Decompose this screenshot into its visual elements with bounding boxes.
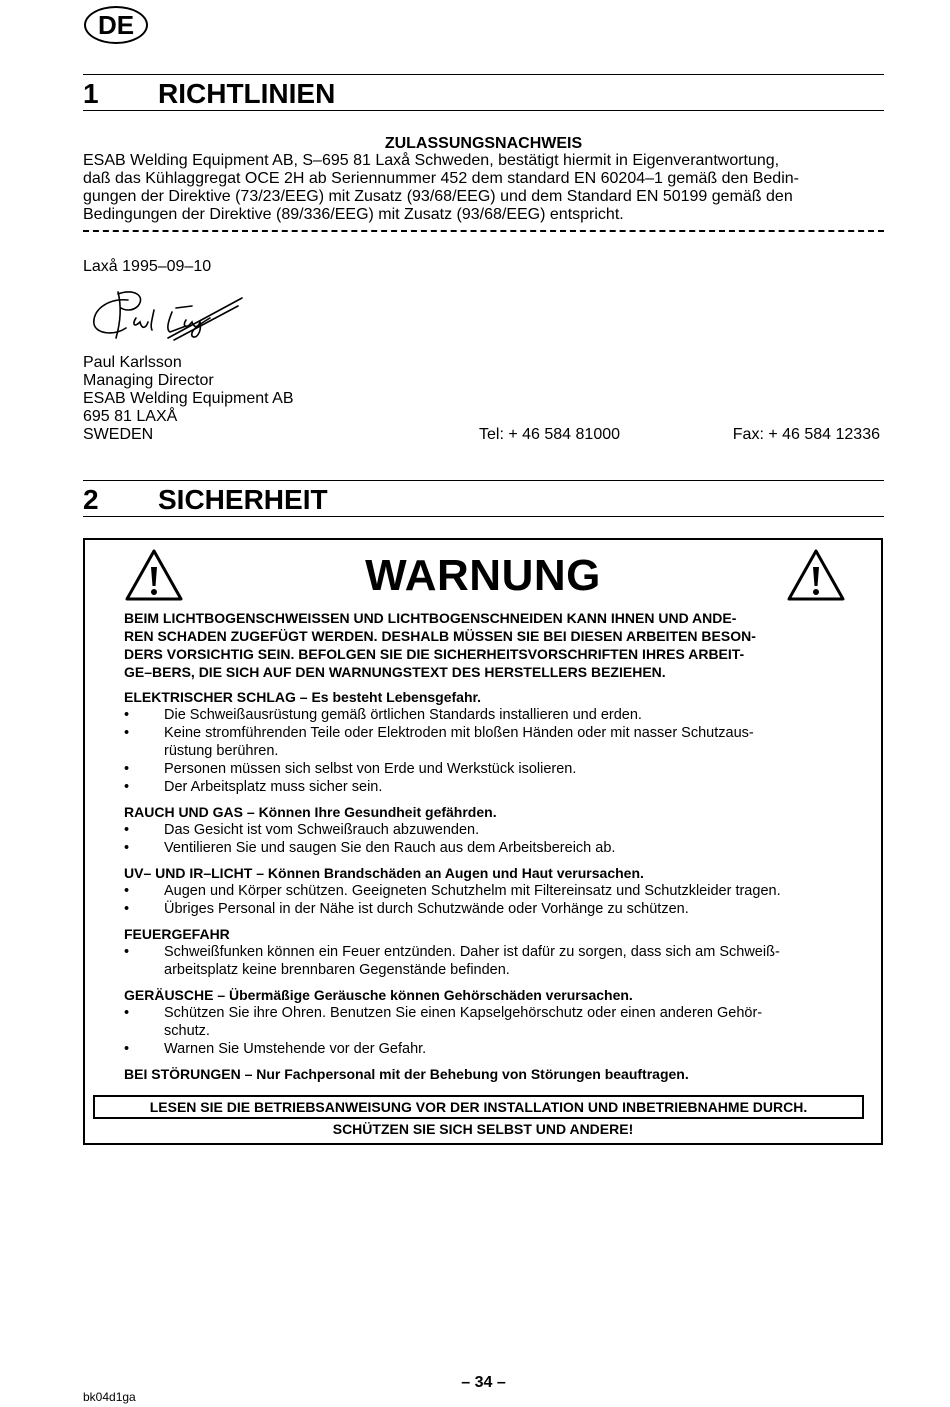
section1-top-rule [83, 74, 884, 75]
bullet-item [124, 882, 854, 900]
language-badge: DE [84, 6, 148, 44]
hazard-heading: UV– UND IR–LICHT – Können Brandschäden an Augen und Haut verursachen. [124, 865, 644, 881]
bullet-text: Der Arbeitsplatz muss sicher sein. [164, 779, 383, 795]
approval-text [83, 152, 884, 224]
bullet-text: Personen müssen sich selbst von Erde und Werkstück isolieren. [164, 761, 577, 777]
section2-title: SICHERHEIT [158, 484, 328, 515]
faults-notice: BEI STÖRUNGEN – Nur Fachpersonal mit der Behebung von Störungen beauftragen. [124, 1066, 689, 1082]
bullet-icon: • [124, 761, 130, 777]
signer-name: Paul Karlsson [83, 354, 182, 371]
bullet-icon: • [124, 1041, 130, 1057]
hazard-heading: GERÄUSCHE – Übermäßige Geräusche können Gehörschäden verursachen. [124, 987, 633, 1003]
bullet-text: Das Gesicht ist vom Schweißrauch abzuwenden. [164, 822, 480, 838]
bullet-icon: • [124, 779, 130, 795]
warning-intro-line: GE–BERS, DIE SICH AUF DEN WARNUNGSTEXT DES HERSTELLERS BEZIEHEN. [124, 664, 666, 680]
approval-line: ESAB Welding Equipment AB, S–695 81 Laxå Schweden, bestätigt hiermit in Eigenverantwortung, [83, 152, 780, 169]
section1-number: 1 [83, 78, 99, 109]
hazard-group-noise [124, 986, 854, 1058]
dashed-divider [83, 230, 884, 232]
signer-block [83, 354, 294, 444]
warning-intro [124, 609, 854, 681]
bullet-item [124, 760, 854, 778]
read-manual-notice: LESEN SIE DIE BETRIEBSANWEISUNG VOR DER INSTALLATION UND INBETRIEBNAHME DURCH. [93, 1095, 864, 1119]
hazard-group-electric [124, 688, 854, 796]
bullet-item [124, 706, 854, 724]
hazard-group-fire [124, 925, 854, 979]
section1-title: RICHTLINIEN [158, 78, 336, 109]
bullet-text: arbeitsplatz keine brennbaren Gegenstände befinden. [164, 962, 510, 978]
bullet-text: Die Schweißausrüstung gemäß örtlichen Standards installieren und erden. [164, 707, 642, 723]
signer-country: SWEDEN [83, 426, 154, 443]
bullet-item [124, 943, 854, 979]
page-number: – 34 – [461, 1374, 506, 1391]
bullet-item [124, 821, 854, 839]
signer-company: ESAB Welding Equipment AB [83, 390, 294, 407]
signature-image [88, 288, 248, 346]
section2-number: 2 [83, 484, 99, 515]
bullet-icon: • [124, 707, 130, 723]
bullet-text: Ventilieren Sie und saugen Sie den Rauch aus dem Arbeitsbereich ab. [164, 840, 616, 856]
bullet-text: Schützen Sie ihre Ohren. Benutzen Sie einen Kapselgehörschutz oder einen anderen Gehör- [164, 1005, 763, 1021]
bullet-item [124, 724, 854, 760]
document-code: bk04d1ga [83, 1390, 136, 1404]
bullet-text: Keine stromführenden Teile oder Elektroden mit bloßen Händen oder mit nasser Schutzaus- [164, 725, 754, 741]
warning-content [124, 609, 854, 1083]
approval-line: Bedingungen der Direktive (89/336/EEG) mit Zusatz (93/68/EEG) entspricht. [83, 206, 624, 223]
warning-title: WARNUNG [365, 551, 601, 600]
section2-top-rule [83, 480, 884, 481]
bullet-text: Schweißfunken können ein Feuer entzünden. Daher ist dafür zu sorgen, dass sich am Schweiß- [164, 944, 780, 960]
bullet-item [124, 1004, 854, 1040]
hazard-group-radiation [124, 864, 854, 918]
bullet-icon: • [124, 944, 130, 960]
section2-bottom-rule [83, 516, 884, 517]
bullet-text: Warnen Sie Umstehende vor der Gefahr. [164, 1041, 427, 1057]
warning-intro-line: BEIM LICHTBOGENSCHWEISSEN UND LICHTBOGENSCHNEIDEN KANN IHNEN UND ANDE- [124, 610, 737, 626]
bullet-icon: • [124, 822, 130, 838]
bullet-item [124, 778, 854, 796]
bullet-icon: • [124, 840, 130, 856]
bullet-item [124, 1040, 854, 1058]
bullet-icon: • [124, 901, 130, 917]
bullet-text: Übriges Personal in der Nähe ist durch Schutzwände oder Vorhänge zu schützen. [164, 901, 689, 917]
approval-line: gungen der Direktive (73/23/EEG) mit Zusatz (93/68/EEG) und dem Standard EN 50199 gemäß den [83, 188, 793, 205]
warning-intro-line: REN SCHADEN ZUGEFÜGT WERDEN. DESHALB MÜSSEN SIE BEI DIESEN ARBEITEN BESON- [124, 628, 756, 644]
bullet-text: schutz. [164, 1023, 210, 1039]
warning-intro-line: DERS VORSICHTIG SEIN. BEFOLGEN SIE DIE SICHERHEITSVORSCHRIFTEN IHRES ARBEIT- [124, 646, 745, 662]
signer-postal: 695 81 LAXÅ [83, 408, 178, 425]
hazard-heading: FEUERGEFAHR [124, 926, 230, 942]
bullet-text: rüstung berühren. [164, 743, 279, 759]
bullet-item [124, 839, 854, 857]
protect-notice: SCHÜTZEN SIE SICH SELBST UND ANDERE! [332, 1121, 634, 1137]
bullet-text: Augen und Körper schützen. Geeigneten Schutzhelm mit Filtereinsatz und Schutzkleider tragen. [164, 883, 781, 899]
section1-bottom-rule [83, 110, 884, 111]
hazard-heading: RAUCH UND GAS – Können Ihre Gesundheit gefährden. [124, 804, 497, 820]
hazard-heading: ELEKTRISCHER SCHLAG – Es besteht Lebensgefahr. [124, 689, 482, 705]
approval-line: daß das Kühlaggregat OCE 2H ab Seriennummer 452 dem standard EN 60204–1 gemäß den Bedin- [83, 170, 799, 187]
bullet-icon: • [124, 1005, 130, 1021]
bullet-item [124, 900, 854, 918]
fax: Fax: + 46 584 12336 [732, 426, 880, 443]
place-date: Laxå 1995–09–10 [83, 258, 212, 275]
approval-heading: ZULASSUNGSNACHWEIS [384, 135, 583, 152]
bullet-icon: • [124, 883, 130, 899]
signer-title: Managing Director [83, 372, 214, 389]
telephone: Tel: + 46 584 81000 [479, 426, 621, 443]
bullet-icon: • [124, 725, 130, 741]
hazard-group-fumes [124, 803, 854, 857]
